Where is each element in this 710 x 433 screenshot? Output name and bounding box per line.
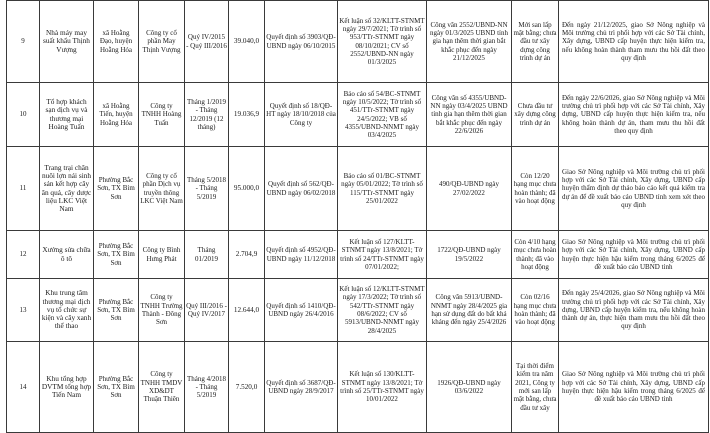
resolution-direction: Đến ngày 22/6/2026, giao Sở Nông nghiệp và Môi trường chủ trì phối hợp với các Sở Tài chính, Xây dựng, UBND cấp huyện thực hiện kiểm tra, nếu không hoàn thành dự án, tham mưu thu hồi đất theo quy định bbox=[559, 83, 709, 147]
project-investor: Công ty cổ phần May Thịnh Vượng bbox=[139, 1, 185, 83]
progress-status: Còn 4/10 hạng mục chưa hoàn thành; đã vào hoạt động bbox=[512, 231, 559, 279]
project-name: Khu trung tâm thương mại dịch vụ tổ chức sự kiện và cây xanh thể thao bbox=[40, 279, 94, 342]
project-table bbox=[6, 0, 709, 433]
extension-decision: Công văn số 4355/UBND-NN ngày 03/4/2025 UBND tỉnh gia hạn thêm thời gian bắt khắc phục đến ngày 22/6/2026 bbox=[427, 83, 512, 147]
row-number: 9 bbox=[7, 1, 40, 83]
project-location: Phường Bắc Sơn, TX Bỉm Sơn bbox=[94, 342, 139, 433]
extension-decision: 1926/QĐ-UBND ngày 03/6/2022 bbox=[427, 342, 512, 433]
project-decision: Quyết định số 3903/QĐ-UBND ngày 06/10/2015 bbox=[265, 1, 338, 83]
project-period: Quý IV/2015 - Quý III/2016 bbox=[185, 1, 229, 83]
table-row bbox=[7, 279, 709, 342]
inspection-documents: Báo cáo số 01/BC-STNMT ngày 05/01/2022; Tờ trình số 115/TTr-STNMT ngày 25/01/2022 bbox=[338, 147, 427, 231]
project-period: Tháng 01/2019 bbox=[185, 231, 229, 279]
project-location: Phường Bắc Sơn, TX Bỉm Sơn bbox=[94, 279, 139, 342]
progress-status: Mới san lấp mặt bằng; chưa đầu tư xây dựng công trình dự án bbox=[512, 1, 559, 83]
project-name: Trang trại chăn nuôi lợn nái sinh sản kết hợp cây ăn quả, cây dược liệu LKC Việt Nam bbox=[40, 147, 94, 231]
project-name: Nhà máy may suất khẩu Thịnh Vượng bbox=[40, 1, 94, 83]
project-name: Xưởng sửa chữa ô tô bbox=[40, 231, 94, 279]
table-row bbox=[7, 231, 709, 279]
project-period: Tháng 4/2018 - Tháng 5/2019 bbox=[185, 342, 229, 433]
project-name: Tổ hợp khách sạn dịch vụ và thương mại Hoàng Tuấn bbox=[40, 83, 94, 147]
row-number: 11 bbox=[7, 147, 40, 231]
resolution-direction: Đến ngày 21/12/2025, giao Sở Nông nghiệp và Môi trường chủ trì phối hợp với các Sở Tài chính, Xây dựng, UBND cấp huyện thực hiện kiểm tra, nếu không hoàn thành tham mưu thu hồi đất theo quy định bbox=[559, 1, 709, 83]
table-row bbox=[7, 342, 709, 433]
project-decision: Quyết định số 1410/QĐ-UBND ngày 26/4/2016 bbox=[265, 279, 338, 342]
progress-status: Tại thời điểm kiểm tra năm 2021, Công ty mới san lấp mặt bằng, chưa đầu tư xây bbox=[512, 342, 559, 433]
project-area: 19.036,9 bbox=[229, 83, 265, 147]
project-investor: Công ty TNHH Trường Thành - Đông Sơn bbox=[139, 279, 185, 342]
project-period: Quý III/2016 - Quý IV/2017 bbox=[185, 279, 229, 342]
extension-decision: Công văn 2552/UBND-NN ngày 01/3/2025 UBND tỉnh gia hạn thêm thời gian bắt khắc phục đến ngày 21/12/2025 bbox=[427, 1, 512, 83]
project-investor: Công ty Bình Hưng Phát bbox=[139, 231, 185, 279]
table-row bbox=[7, 1, 709, 83]
progress-status: Còn 02/16 hạng mục chưa hoàn thành; đã vào hoạt động bbox=[512, 279, 559, 342]
extension-decision: 1722/QĐ-UBND ngày 19/5/2022 bbox=[427, 231, 512, 279]
project-decision: Quyết định số 3687/QĐ-UBND ngày 28/9/2017 bbox=[265, 342, 338, 433]
inspection-documents: Kết luận số 12/KLTT-STNMT ngày 17/3/2022; Tờ trình số 542/TTr-STNMT ngày 08/6/2022; CV số 5913/UBND-NNMT ngày 28/4/2025 bbox=[338, 279, 427, 342]
project-location: Phường Bắc Sơn, TX Bỉm Sơn bbox=[94, 147, 139, 231]
resolution-direction: Giao Sở Nông nghiệp và Môi trường chủ trì phối hợp với các Sở Tài chính, Xây dựng, UBND cấp huyện thẩm định dự thảo báo cáo kết quả kiểm tra dự án để đề xuất báo cáo UBND tỉnh xem xét theo quy định bbox=[559, 147, 709, 231]
inspection-documents: Kết luận số 32/KLTT-STNMT ngày 29/7/2021; Tờ trình số 953/TTr-STNMT ngày 08/10/2021; CV số 2552/UBND-NN ngày 01/3/2025 bbox=[338, 1, 427, 83]
row-number: 13 bbox=[7, 279, 40, 342]
project-investor: Công ty TNHH TMDV XD&DT Thuận Thiên bbox=[139, 342, 185, 433]
project-period: Tháng 1/2019 - Tháng 12/2019 (12 tháng) bbox=[185, 83, 229, 147]
resolution-direction: Đến ngày 25/4/2026, giao Sở Nông nghiệp và Môi trường chủ trì phối hợp với các Sở Tài chính, Xây dựng, UBND cấp huyện kiểm tra, nếu không hoàn thành dự án, thực hiện tham mưu thu hồi đất theo quy định bbox=[559, 279, 709, 342]
project-period: Tháng 5/2018 - Tháng 5/2019 bbox=[185, 147, 229, 231]
row-number: 14 bbox=[7, 342, 40, 433]
project-decision: Quyết định số 18/QĐ-HT ngày 18/10/2018 của Công ty bbox=[265, 83, 338, 147]
project-name: Khu tổng hợp DVTM tổng hợp Tiến Nam bbox=[40, 342, 94, 433]
inspection-documents: Kết luận số 127/KLTT-STNMT ngày 13/8/2021; Tờ trình số 24/TTr-STNMT ngày 07/01/2022; bbox=[338, 231, 427, 279]
table-row bbox=[7, 83, 709, 147]
inspection-documents: Kết luận số 130/KLTT-STNMT ngày 13/8/2021; Tờ trình số 25/TTr-STNMT ngày 10/01/2022 bbox=[338, 342, 427, 433]
project-investor: Công ty cổ phần Dịch vụ truyền thông LKC Việt Nam bbox=[139, 147, 185, 231]
resolution-direction: Giao Sở Nông nghiệp và Môi trường chủ trì phối hợp với các Sở Tài chính, Xây dựng, UBND cấp huyện thực hiện hậu kiểm trong tháng 6/2025 để đề xuất báo cáo UBND tỉnh bbox=[559, 231, 709, 279]
row-number: 10 bbox=[7, 83, 40, 147]
project-location: Phường Bắc Sơn, TX Bỉm Sơn bbox=[94, 231, 139, 279]
resolution-direction: Giao Sở Nông nghiệp và Môi trường chủ trì phối hợp với các Sở Tài chính, Xây dựng, UBND cấp huyện thực hiện hậu kiểm trong tháng 6/2025 để đề xuất báo cáo UBND tỉnh bbox=[559, 342, 709, 433]
project-area: 12.644,0 bbox=[229, 279, 265, 342]
extension-decision: Công văn 5913/UBND-NNMT ngày 28/4/2025 gia hạn sử dụng đất do bất khả kháng đến ngày 25/4/2026 bbox=[427, 279, 512, 342]
project-decision: Quyết định số 4952/QĐ-UBND ngày 11/12/2018 bbox=[265, 231, 338, 279]
project-location: xã Hoằng Tiến, huyện Hoằng Hóa bbox=[94, 83, 139, 147]
project-decision: Quyết định số 562/QĐ-UBND ngày 06/02/2018 bbox=[265, 147, 338, 231]
inspection-documents: Báo cáo số 54/BC-STNMT ngày 10/5/2022; Tờ trình số 451/TTr-STNMT ngày 24/5/2022; VB số 4355/UBND-NNMT ngày 03/4/2025 bbox=[338, 83, 427, 147]
project-area: 2.704,9 bbox=[229, 231, 265, 279]
project-area: 7.520,0 bbox=[229, 342, 265, 433]
project-investor: Công ty TNHH Hoàng Tuấn bbox=[139, 83, 185, 147]
project-area: 95.000,0 bbox=[229, 147, 265, 231]
progress-status: Chưa đầu tư xây dựng công trình dự án bbox=[512, 83, 559, 147]
progress-status: Còn 12/20 hạng mục chưa hoàn thành; đã vào hoạt động bbox=[512, 147, 559, 231]
table-body bbox=[7, 1, 709, 433]
extension-decision: 490/QĐ-UBND ngày 27/02/2022 bbox=[427, 147, 512, 231]
project-area: 39.040,0 bbox=[229, 1, 265, 83]
row-number: 12 bbox=[7, 231, 40, 279]
table-row bbox=[7, 147, 709, 231]
project-location: xã Hoằng Đạo, huyện Hoằng Hóa bbox=[94, 1, 139, 83]
